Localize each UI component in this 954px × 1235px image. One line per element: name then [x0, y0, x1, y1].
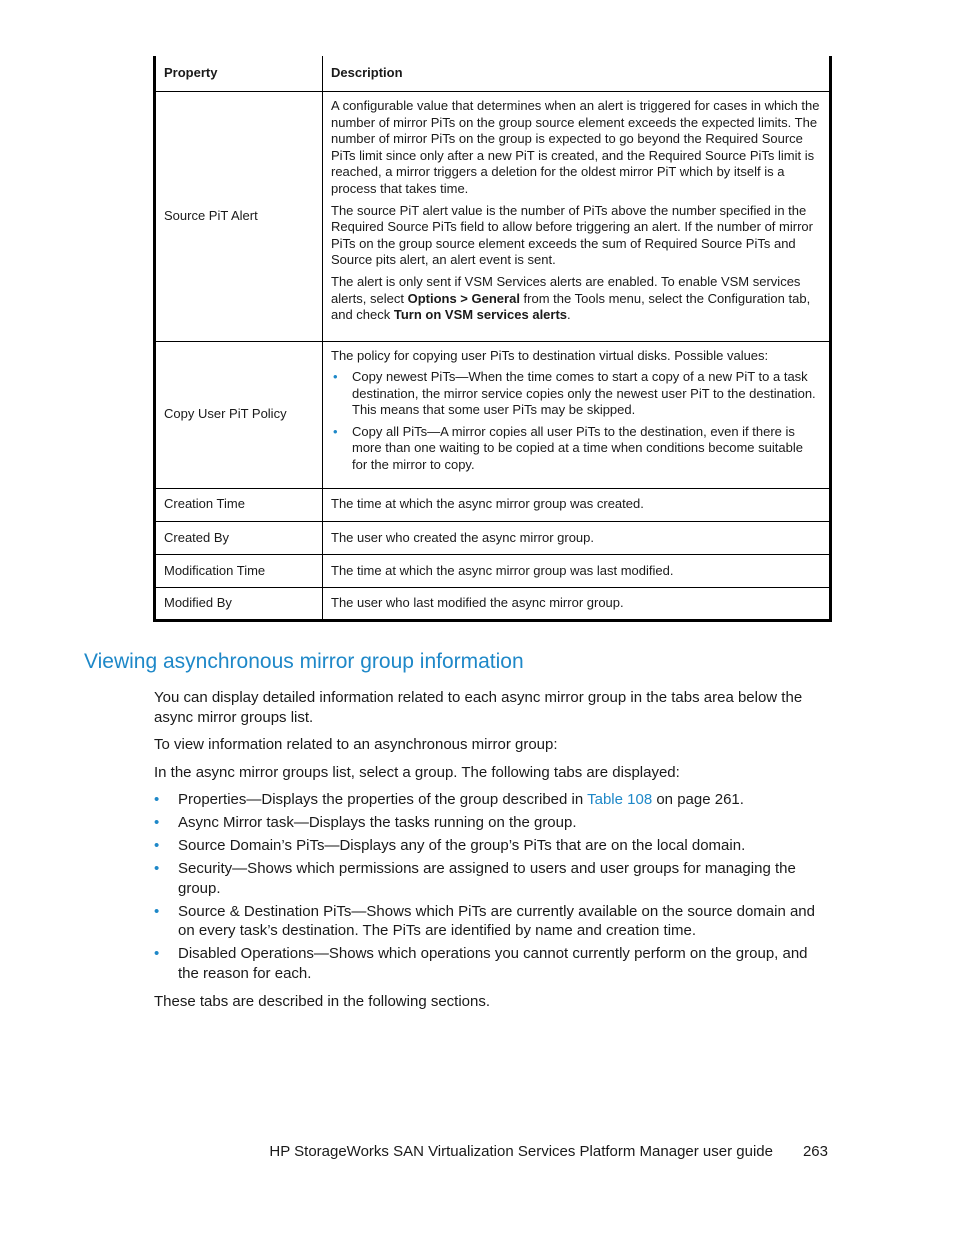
section-heading: Viewing asynchronous mirror group information	[84, 650, 524, 673]
intro-paragraph: You can display detailed information related to each async mirror group in the tabs area below the async mirror groups list.	[154, 689, 803, 726]
description-cell: The time at which the async mirror group was created.	[323, 488, 831, 521]
table-header-row	[155, 56, 831, 92]
description-paragraph: The policy for copying user PiTs to destination virtual disks. Possible values:	[331, 347, 769, 363]
bullet-icon: •	[154, 945, 160, 963]
bullet-icon: •	[154, 902, 160, 920]
bullet-icon: •	[154, 837, 160, 855]
list-item: • Copy newest PiTs—When the time comes to start a copy of a new PiT to a task destination, the mirror service copies only the newest user PiT to the destination. This means that some user PiTs may be skipped.	[333, 369, 816, 418]
page-number: 263	[802, 1143, 828, 1160]
tabs-list	[154, 790, 824, 987]
list-item: • Source & Destination PiTs—Shows which PiTs are currently available on the source domain and on every task’s destination. The PiTs are identified by name and creation time.	[154, 902, 815, 940]
bullet-icon: •	[154, 791, 160, 808]
menu-path: Options > General	[407, 290, 520, 306]
bullet-icon: •	[154, 860, 160, 878]
table-row	[155, 488, 831, 521]
closing-paragraph: These tabs are described in the following sections.	[154, 993, 491, 1010]
list-item: • Source Domain’s PiTs—Displays any of the group’s PiTs that are on the local domain.	[154, 837, 746, 855]
property-cell: Modification Time	[155, 554, 323, 587]
option-name: Turn on VSM services alerts	[393, 307, 568, 323]
table-row	[155, 521, 831, 554]
bullet-icon: •	[333, 423, 338, 439]
page-footer	[269, 1143, 828, 1160]
property-cell: Creation Time	[155, 488, 323, 521]
description-cell: The time at which the async mirror group was last modified.	[323, 554, 831, 587]
bullet-icon: •	[333, 369, 338, 385]
list-item: • Async Mirror task—Displays the tasks running on the group.	[154, 814, 577, 832]
footer-title: HP StorageWorks SAN Virtualization Services Platform Manager user guide	[269, 1143, 773, 1160]
property-cell: Copy User PiT Policy	[155, 341, 323, 488]
instruction-paragraph: To view information related to an asynchronous mirror group:	[154, 736, 558, 753]
description-cell: The user who created the async mirror group.	[323, 521, 831, 554]
header-description: Description	[323, 56, 831, 92]
property-cell: Modified By	[155, 587, 323, 620]
header-property: Property	[155, 56, 323, 92]
table-row	[155, 554, 831, 587]
description-paragraph: The source PiT alert value is the number of PiTs above the number specified in the Required Source PiTs field to allow before triggering an alert. If the number of mirror PiTs on the group source element exceeds the sum of Required Source PiTs and Source pits alert, an alert event is sent.	[331, 202, 813, 268]
policy-list	[331, 369, 821, 474]
properties-table	[153, 56, 832, 622]
list-item: • Properties—Displays the properties of the group described in Table 108 on page 261.	[154, 791, 744, 808]
list-item: • Disabled Operations—Shows which operations you cannot currently perform on the group, and the reason for each.	[154, 945, 808, 982]
description-paragraph: The alert is only sent if VSM Services alerts are enabled. To enable VSM services alerts, select Options > General from the Tools menu, select the Configuration tab, and check Turn on VSM services alerts.	[331, 274, 811, 323]
description-cell	[323, 341, 831, 488]
instruction-paragraph: In the async mirror groups list, select a group. The following tabs are displayed:	[154, 764, 680, 781]
description-cell: The user who last modified the async mirror group.	[323, 587, 831, 620]
property-cell: Created By	[155, 521, 323, 554]
table-row	[155, 587, 831, 620]
bullet-icon: •	[154, 814, 160, 832]
list-item: • Copy all PiTs—A mirror copies all user PiTs to the destination, even if there is more than one waiting to be copied at a time when conditions become suitable for the mirror to copy.	[333, 423, 803, 473]
description-paragraph: A configurable value that determines when an alert is triggered for cases in which the number of mirror PiTs on the group source element exceeds the expected limits. The number of mirror PiTs on the group is expected to go beyond the Required Source PiTs limit since only after a new PiT is created, and the Required Source PiTs limit is reached, a mirror triggers a deletion for the oldest mirror PiT which by itself is a process that takes time.	[331, 98, 820, 197]
table-row	[155, 92, 831, 341]
table-108-link[interactable]: Table 108	[587, 791, 653, 808]
table-row	[155, 341, 831, 488]
property-cell: Source PiT Alert	[155, 92, 323, 341]
list-item: • Security—Shows which permissions are assigned to users and user groups for managing the group.	[154, 860, 796, 897]
description-cell	[323, 92, 831, 341]
